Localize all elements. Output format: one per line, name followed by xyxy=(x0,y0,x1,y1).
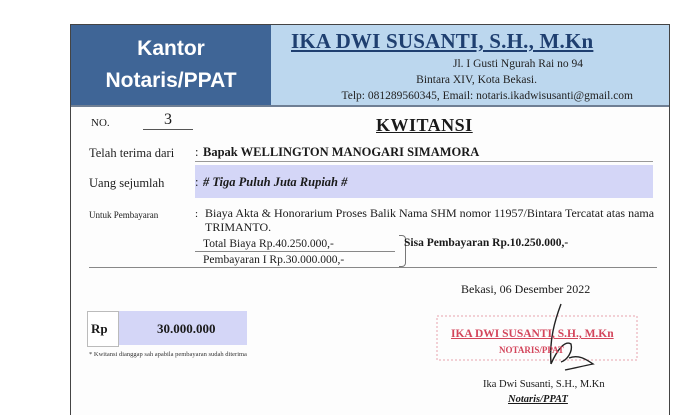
stamp-title: NOTARIS/PPAT xyxy=(499,345,565,355)
received-from-value: Bapak WELLINGTON MANOGARI SIMAMORA xyxy=(203,145,480,159)
received-from-underline xyxy=(195,161,653,162)
firm-address-line1: Jl. I Gusti Ngurah Rai no 94 xyxy=(452,58,583,70)
remaining-payment: Sisa Pembayaran Rp.10.250.000,- xyxy=(404,237,569,249)
payment-for-value: Biaya Akta & Honorarium Proses Balik Nama SHM nomor 11957/Bintara Tercatat atas nama TRIMANTO. xyxy=(205,206,655,234)
office-block xyxy=(71,25,271,105)
receipt-header xyxy=(71,25,669,105)
stamp-signature-graphic xyxy=(433,300,653,380)
amount-currency: Rp xyxy=(91,321,108,336)
signing-date: Bekasi, 06 Desember 2022 xyxy=(461,282,591,296)
validity-note: * Kwitansi dianggap sah apabila pembayaran sudah diterima xyxy=(89,351,247,358)
amount-colon: : xyxy=(195,175,199,189)
amount-label: Uang sejumlah xyxy=(89,176,165,190)
firm-block xyxy=(271,25,669,105)
signer-title: Notaris/PPAT xyxy=(508,394,568,405)
office-line1: Kantor xyxy=(137,37,205,60)
amount-words: # Tiga Puluh Juta Rupiah # xyxy=(203,175,348,189)
details-underline xyxy=(89,267,657,268)
receipt-sheet xyxy=(70,24,670,415)
amount-figure: 30.000.000 xyxy=(157,321,216,336)
total-cost: Total Biaya Rp.40.250.000,- xyxy=(203,238,334,250)
received-from-colon: : xyxy=(195,145,199,159)
receipt-title: KWITANSI xyxy=(376,115,473,135)
received-from-label: Telah terima dari xyxy=(89,146,175,160)
office-line2: Notaris/PPAT xyxy=(105,69,237,92)
installment-payment: Pembayaran I Rp.30.000.000,- xyxy=(203,254,345,266)
stamp-name: IKA DWI SUSANTI, S.H., M.Kn xyxy=(451,328,614,340)
signer-name: Ika Dwi Susanti, S.H., M.Kn xyxy=(483,379,605,390)
firm-address-line2: Bintara XIV, Kota Bekasi. xyxy=(416,74,537,86)
payment-for-colon: : xyxy=(195,208,199,220)
total-underline xyxy=(195,251,395,252)
receipt-number: 3 xyxy=(143,111,193,130)
header-divider xyxy=(71,105,669,107)
firm-contact: Telp: 081289560345, Email: notaris.ikadwisusanti@gmail.com xyxy=(341,90,633,102)
payment-for-label: Untuk Pembayaran xyxy=(89,210,159,220)
firm-name: IKA DWI SUSANTI, S.H., M.Kn xyxy=(291,29,594,53)
receipt-number-label: NO. xyxy=(91,117,110,129)
